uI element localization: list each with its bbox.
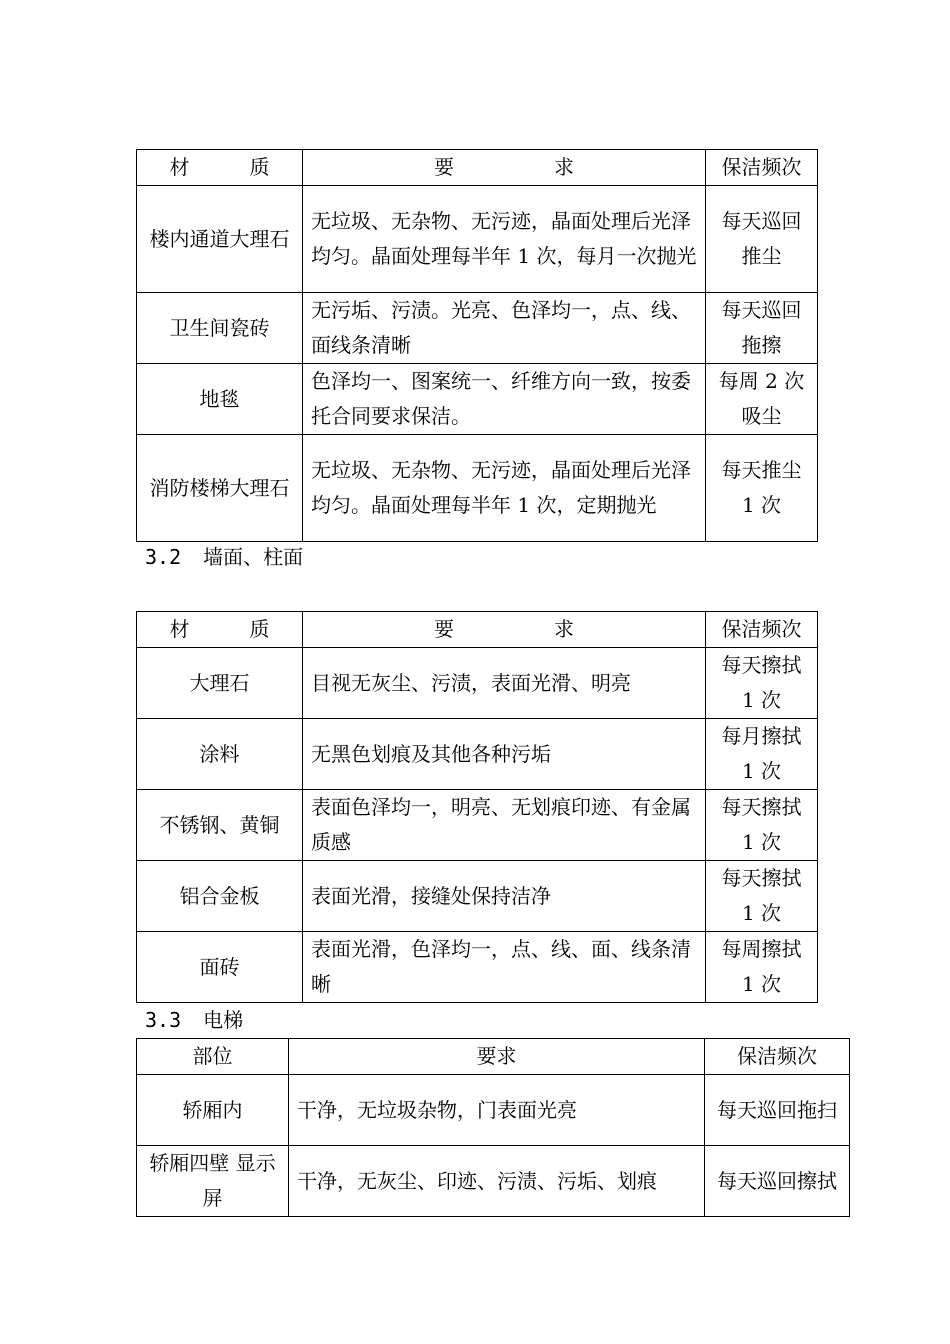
requirement-cell: 表面光滑，色泽均一，点、线、面、线条清晰 — [303, 932, 706, 1003]
frequency-cell: 每天巡回拖扫 — [705, 1075, 850, 1146]
frequency-cell: 每天巡回擦拭 — [705, 1146, 850, 1217]
table-row — [137, 1146, 850, 1217]
header-frequency: 保洁频次 — [706, 612, 818, 648]
frequency-cell: 每天推尘 1 次 — [706, 435, 818, 542]
requirement-cell: 无黑色划痕及其他各种污垢 — [303, 719, 706, 790]
section-number: 3.3 — [145, 1008, 182, 1032]
material-cell: 楼内通道大理石 — [137, 186, 303, 293]
material-cell: 大理石 — [137, 648, 303, 719]
floor-cleaning-table — [136, 149, 818, 542]
table-row — [137, 1075, 850, 1146]
table-row — [137, 861, 818, 932]
requirement-cell: 无垃圾、无杂物、无污迹，晶面处理后光泽均匀。晶面处理每半年 1 次，定期抛光 — [303, 435, 706, 542]
table-row — [137, 932, 818, 1003]
frequency-cell: 每周 2 次吸尘 — [706, 364, 818, 435]
location-cell: 轿厢内 — [137, 1075, 289, 1146]
table-row — [137, 293, 818, 364]
elevator-cleaning-table — [136, 1038, 850, 1217]
frequency-cell: 每天擦拭 1 次 — [706, 861, 818, 932]
frequency-cell: 每天擦拭 1 次 — [706, 648, 818, 719]
material-cell: 涂料 — [137, 719, 303, 790]
table-row — [137, 790, 818, 861]
header-material: 材 质 — [137, 150, 303, 186]
table-row — [137, 719, 818, 790]
header-location: 部位 — [137, 1039, 289, 1075]
requirement-cell: 无污垢、污渍。光亮、色泽均一，点、线、面线条清晰 — [303, 293, 706, 364]
material-cell: 卫生间瓷砖 — [137, 293, 303, 364]
material-cell: 铝合金板 — [137, 861, 303, 932]
location-cell: 轿厢四壁 显示屏 — [137, 1146, 289, 1217]
requirement-cell: 目视无灰尘、污渍，表面光滑、明亮 — [303, 648, 706, 719]
table-row — [137, 435, 818, 542]
requirement-cell: 表面色泽均一，明亮、无划痕印迹、有金属质感 — [303, 790, 706, 861]
header-frequency: 保洁频次 — [705, 1039, 850, 1075]
section-number: 3.2 — [145, 545, 182, 569]
wall-cleaning-table — [136, 611, 818, 1003]
section-heading-3-3 — [145, 1006, 243, 1034]
header-frequency: 保洁频次 — [706, 150, 818, 186]
requirement-cell: 干净，无灰尘、印迹、污渍、污垢、划痕 — [289, 1146, 705, 1217]
requirement-cell: 无垃圾、无杂物、无污迹，晶面处理后光泽均匀。晶面处理每半年 1 次，每月一次抛光 — [303, 186, 706, 293]
frequency-cell: 每天巡回拖擦 — [706, 293, 818, 364]
table-row — [137, 648, 818, 719]
section-heading-3-2 — [145, 543, 303, 571]
requirement-cell: 表面光滑，接缝处保持洁净 — [303, 861, 706, 932]
requirement-cell: 干净，无垃圾杂物，门表面光亮 — [289, 1075, 705, 1146]
header-requirement: 要求 — [289, 1039, 705, 1075]
header-requirement: 要 求 — [303, 612, 706, 648]
frequency-cell: 每周擦拭 1 次 — [706, 932, 818, 1003]
frequency-cell: 每天擦拭 1 次 — [706, 790, 818, 861]
material-cell: 不锈钢、黄铜 — [137, 790, 303, 861]
material-cell: 地毯 — [137, 364, 303, 435]
material-cell: 消防楼梯大理石 — [137, 435, 303, 542]
section-title: 电梯 — [203, 1008, 244, 1032]
table-row — [137, 186, 818, 293]
frequency-cell: 每天巡回推尘 — [706, 186, 818, 293]
requirement-cell: 色泽均一、图案统一、纤维方向一致，按委托合同要求保洁。 — [303, 364, 706, 435]
material-cell: 面砖 — [137, 932, 303, 1003]
section-title: 墙面、柱面 — [203, 545, 304, 569]
frequency-cell: 每月擦拭 1 次 — [706, 719, 818, 790]
table-row — [137, 364, 818, 435]
header-requirement: 要 求 — [303, 150, 706, 186]
header-material: 材 质 — [137, 612, 303, 648]
